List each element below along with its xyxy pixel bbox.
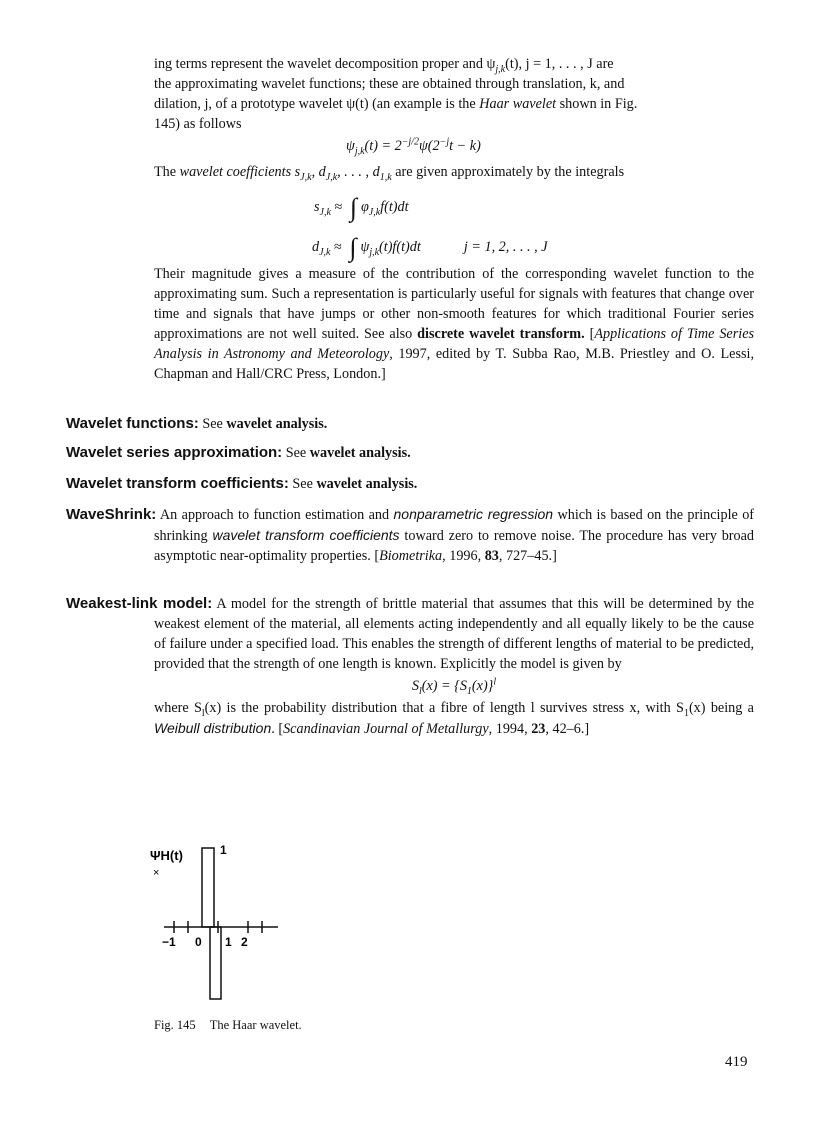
page-number: 419	[725, 1054, 748, 1070]
entry-weakest-link-head: Weakest-link model:	[66, 595, 213, 612]
eq3-body-sub: j,k	[369, 246, 380, 258]
eq2-lhs: s	[314, 199, 320, 215]
entry-wavelet-functions	[66, 414, 327, 434]
entry-wtc-head: Wavelet transform coefficients:	[66, 475, 289, 492]
entry-wavelet-series-approximation	[66, 443, 411, 463]
equation-wavelet-dilation	[346, 138, 481, 155]
coeff-c: , d	[311, 164, 326, 180]
coeff-a: The	[154, 164, 177, 180]
eq3-integral-sign: ∫	[349, 233, 357, 262]
eq3-range: j = 1, 2, . . . , J	[463, 239, 548, 255]
intro-line-3-b: shown in Fig.	[559, 96, 638, 112]
ws-a: An approach to function estimation and	[159, 507, 390, 523]
entry-wavelet-transform-coefficients	[66, 474, 417, 494]
entry-wsa-see: See	[285, 445, 307, 461]
ref-book-title: Applications of Time Series Analysis in Astronomy and Meteorology	[154, 326, 755, 362]
equation-d-coefficient	[312, 228, 548, 262]
intro-line-2: the approximating wavelet functions; these are obtained through translation, k, and	[154, 76, 625, 92]
x-tick-label-1: 1	[225, 935, 232, 949]
ws-volume: 83	[484, 548, 499, 564]
eq1-mid: ψ(2	[419, 138, 440, 154]
wl-w1: where S	[154, 700, 202, 716]
eq1-lhs-t: (t) = 2	[364, 138, 402, 154]
wl-w4: . [	[271, 721, 284, 737]
entry-wtc-see: See	[292, 476, 313, 492]
x-tick-label-2: 2	[241, 935, 248, 949]
magnitude-text: Their magnitude gives a measure of the contribution of the corresponding wavelet function to the approximating sum. Such a representation is particularly useful for signals with features that change over time and signals that have jumps or other non-smooth features for which traditional Fourier series approximations are not well suited. See also	[154, 266, 754, 342]
wl-eq-exp: l	[493, 676, 497, 688]
figure-y-label: ΨH(t)	[150, 848, 183, 863]
figure-y-label-mark: ×	[153, 867, 160, 879]
wl-eq-rhs: (x)}	[471, 678, 494, 694]
wavelet-coefficients-term: wavelet coefficients	[179, 164, 292, 180]
intro-line-3-a: dilation, j, of a prototype wavelet ψ(t) (an example is the	[154, 96, 476, 112]
coeff-d-sub: 1,k	[379, 171, 392, 183]
eq2-lhs-sub: J,k	[319, 206, 331, 218]
coeff-d: , . . . , d	[337, 164, 380, 180]
coeff-b-sub: J,k	[300, 171, 312, 183]
intro-line-4: 145) as follows	[154, 116, 242, 132]
wl-w2-sub: 1	[683, 707, 689, 719]
wl-journal: Scandinavian Journal of Metallurgy	[283, 721, 489, 737]
eq2-body: φ	[360, 199, 369, 215]
haar-wavelet-figure	[150, 838, 290, 1006]
ws-e: , 727–45.]	[498, 548, 557, 564]
entry-wsa-link[interactable]: wavelet analysis.	[309, 445, 411, 461]
haar-wavelet-term: Haar wavelet	[479, 96, 557, 112]
eq2-integral-sign: ∫	[349, 193, 357, 222]
x-tick-label-0: 0	[195, 935, 202, 949]
weakest-link-equation	[66, 676, 754, 696]
x-tick-label-minus-1: −1	[162, 935, 176, 949]
intro-line-1-sub: j,k	[495, 63, 506, 75]
caption-text: The Haar wavelet.	[209, 1018, 302, 1032]
wl-w3: (x) being a	[688, 700, 754, 716]
nonparametric-regression-link[interactable]: nonparametric regression	[393, 506, 554, 522]
weibull-distribution-link[interactable]: Weibull distribution	[154, 720, 272, 736]
intro-line-1	[154, 54, 754, 74]
figure-top-value: 1	[220, 843, 227, 857]
eq2-tail: f(t)dt	[380, 199, 409, 215]
entry-weakest-link-model	[66, 594, 754, 739]
eq1-rhs: t − k)	[449, 138, 481, 154]
intro-line-3	[154, 94, 637, 114]
eq3-approx: ≈	[334, 239, 342, 255]
haar-negative-pulse	[210, 927, 221, 999]
wl-volume: 23	[531, 721, 546, 737]
wl-a: A model for the strength of brittle material that assumes that this will be determined by the weakest element of the material, all elements acting independently and all equally likely to be the cause of failure under a specified load. This enables the strength of different lengths of material to be predicted, provided that the strength of one length is known. Explicitly the model is given by	[154, 596, 754, 672]
wl-w5: , 1994,	[488, 721, 528, 737]
caption-number: Fig. 145	[154, 1018, 196, 1032]
figure-caption	[154, 1018, 302, 1033]
equation-s-coefficient	[314, 188, 409, 222]
eq1-lhs: ψ	[346, 138, 355, 154]
ws-d: , 1996,	[442, 548, 482, 564]
ref-rest: , 1997, edited by T. Subba Rao, M.B. Priestley and O. Lessi, Chapman and Hall/CRC Press, London.]	[154, 346, 754, 382]
eq3-lhs: d	[312, 239, 320, 255]
wl-eq-lhs-sub: l	[418, 685, 422, 697]
coeff-c-sub: J,k	[325, 171, 338, 183]
entry-waveshrink-head: WaveShrink:	[66, 506, 157, 523]
eq3-lhs-sub: J,k	[319, 246, 331, 258]
eq1-exp2: −j	[439, 136, 450, 148]
intro-line-1-text: ing terms represent the wavelet decomposition proper and ψ	[154, 56, 496, 72]
entry-wavelet-functions-head: Wavelet functions:	[66, 415, 199, 432]
wl-w2: (x) is the probability distribution that a fibre of length l survives stress x, with S	[204, 700, 684, 716]
entry-wavelet-functions-see: See	[202, 416, 223, 432]
eq3-body: ψ	[360, 239, 370, 255]
eq2-approx: ≈	[334, 199, 343, 215]
magnitude-paragraph	[154, 264, 754, 384]
ws-c: toward zero to remove noise. The procedure has very broad asymptotic near-optimality properties. [	[154, 528, 755, 564]
see-also-discrete-wavelet-transform[interactable]: discrete wavelet transform.	[417, 326, 585, 342]
wl-eq-lhs: S	[411, 678, 419, 694]
ws-journal: Biometrika	[379, 548, 443, 564]
entry-wavelet-functions-link[interactable]: wavelet analysis.	[226, 416, 328, 432]
eq1-exp: −j/2	[401, 136, 419, 148]
wl-eq-mid-sub: 1	[466, 685, 472, 697]
coefficients-line	[154, 162, 624, 182]
entry-wtc-link[interactable]: wavelet analysis.	[316, 476, 418, 492]
coeff-e: are given approximately by the integrals	[395, 164, 625, 180]
eq3-tail: (t)f(t)dt	[379, 239, 421, 255]
wl-eq-mid: (x) = {S	[421, 678, 467, 694]
eq2-body-sub: J,k	[368, 206, 381, 218]
ws-b: which is based on the principle of shrinking	[154, 507, 755, 544]
ref-open: [	[589, 326, 595, 342]
coeff-b: s	[294, 164, 301, 180]
intro-line-1-tail: (t), j = 1, . . . , J are	[505, 56, 614, 72]
eq1-lhs-sub: j,k	[354, 145, 365, 157]
wl-w1-sub: l	[201, 707, 205, 719]
entry-waveshrink	[66, 504, 754, 566]
haar-positive-pulse	[202, 848, 214, 927]
wavelet-transform-coefficients-link[interactable]: wavelet transform coefficients	[212, 527, 400, 543]
wl-w6: , 42–6.]	[545, 721, 590, 737]
entry-wsa-head: Wavelet series approximation:	[66, 444, 283, 461]
